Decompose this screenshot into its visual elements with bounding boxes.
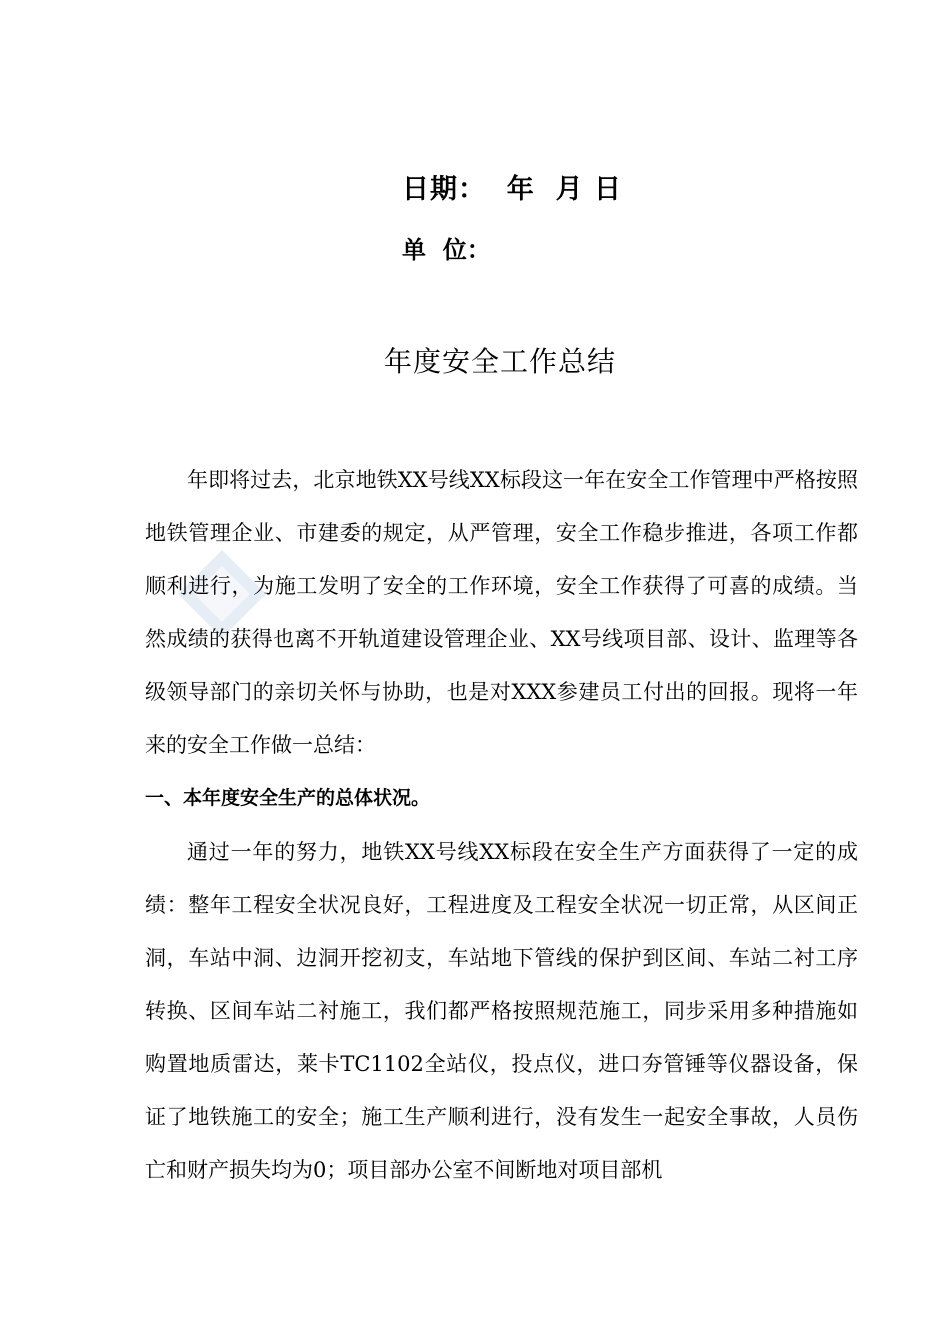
- document-title: 年度安全工作总结: [383, 345, 616, 378]
- intro-paragraph: 年即将过去，北京地铁XX号线XX标段这一年在安全工作管理中严格按照地铁管理企业、市建委的规定，从严管理，安全工作稳步推进，各项工作都顺利进行，为施工发明了安全的工作环境，安全工作获得了可喜的成绩。当然成绩的获得也离不开轨道建设管理企业、XX号线项目部、设计、监理等各级领导部门的亲切关怀与协助，也是对XXX参建员工付出的回报。现将一年来的安全工作做一总结：: [145, 468, 858, 757]
- section-heading: 一、本年度安全生产的总体状况。: [145, 787, 431, 809]
- unit-line: 单 位：: [402, 236, 491, 264]
- section-paragraph: 通过一年的努力，地铁XX号线XX标段在安全生产方面获得了一定的成绩：整年工程安全状况良好，工程进度及工程安全状况一切正常，从区间正洞，车站中洞、边洞开挖初支，车站地下管线的保护到区间、车站二衬工序转换、区间车站二衬施工，我们都严格按照规范施工，同步采用多种措施如购置地质雷达，莱卡TC1102全站仪，投点仪，进口夯管锤等仪器设备，保证了地铁施工的安全；施工生产顺利进行，没有发生一起安全事故，人员伤亡和财产损失均为0；项目部办公室不间断地对项目部机: [145, 840, 858, 1182]
- date-line: 日期： 年 月 日: [402, 174, 622, 205]
